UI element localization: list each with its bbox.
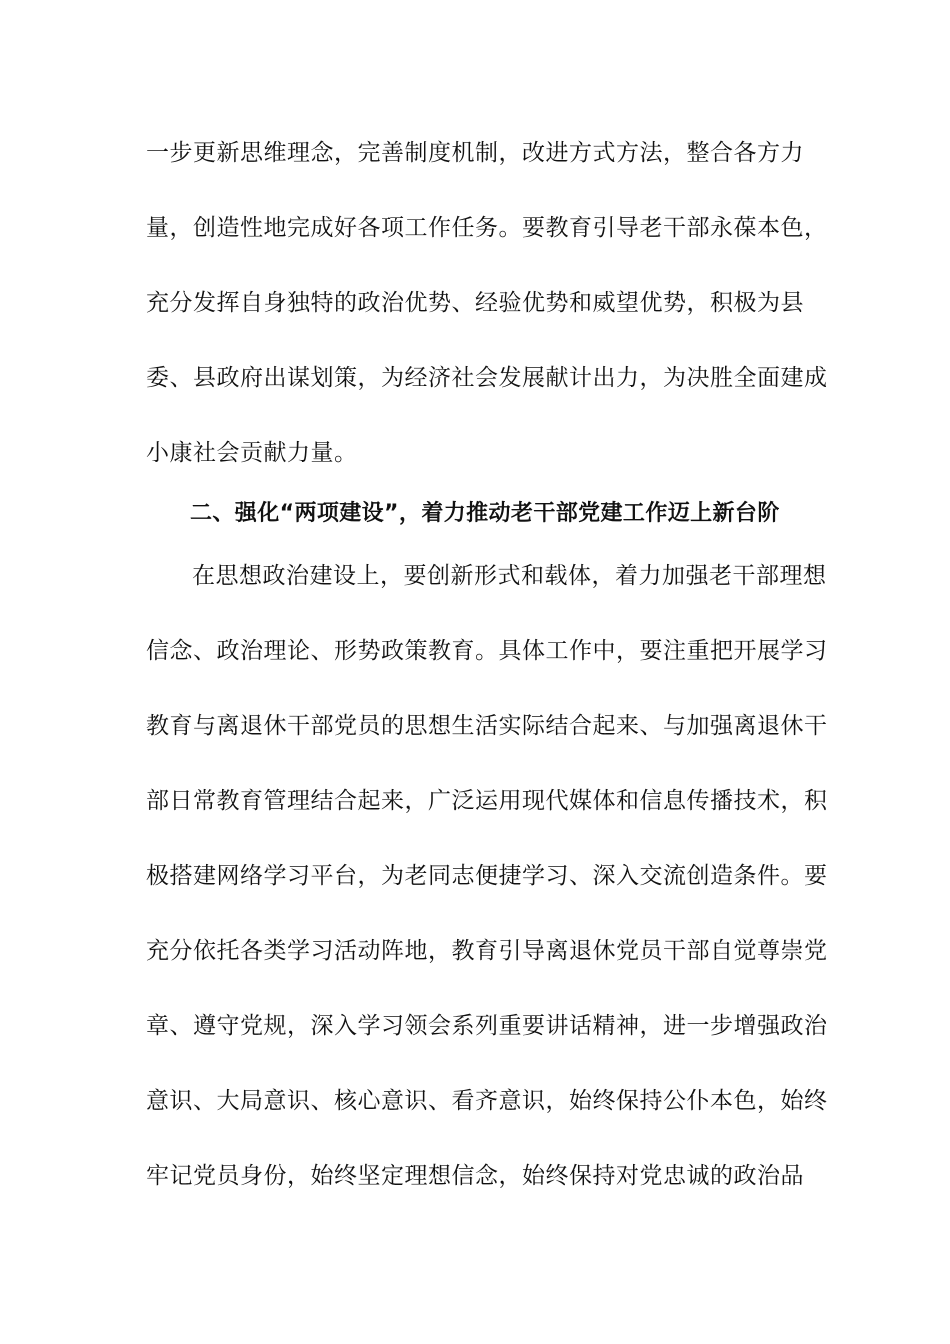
paragraph-line: 极搭建网络学习平台，为老同志便捷学习、深入交流创造条件。要 — [146, 863, 828, 889]
paragraph-line: 牢记党员身份，始终坚定理想信念，始终保持对党忠诚的政治品 — [146, 1163, 804, 1189]
paragraph-line: 充分依托各类学习活动阵地，教育引导离退休党员干部自觉尊崇党 — [146, 938, 828, 964]
paragraph-line: 量，创造性地完成好各项工作任务。要教育引导老干部永葆本色， — [146, 215, 828, 241]
paragraph-line: 教育与离退休干部党员的思想生活实际结合起来、与加强离退休干 — [146, 713, 828, 739]
paragraph-line: 委、县政府出谋划策，为经济社会发展献计出力，为决胜全面建成 — [146, 365, 828, 391]
paragraph-line: 意识、大局意识、核心意识、看齐意识，始终保持公仆本色，始终 — [146, 1088, 828, 1114]
paragraph-line: 章、遵守党规，深入学习领会系列重要讲话精神，进一步增强政治 — [146, 1013, 828, 1039]
paragraph-line: 小康社会贡献力量。 — [146, 440, 358, 466]
paragraph-line: 充分发挥自身独特的政治优势、经验优势和威望优势，积极为县 — [146, 290, 804, 316]
paragraph-line: 部日常教育管理结合起来，广泛运用现代媒体和信息传播技术，积 — [146, 788, 828, 814]
paragraph-line: 在思想政治建设上，要创新形式和载体，着力加强老干部理想 — [192, 563, 827, 589]
paragraph-line: 信念、政治理论、形势政策教育。具体工作中，要注重把开展学习 — [146, 638, 828, 664]
paragraph-line: 一步更新思维理念，完善制度机制，改进方式方法，整合各方力 — [146, 140, 804, 166]
section-heading: 二、强化“两项建设”，着力推动老干部党建工作迈上新台阶 — [190, 501, 780, 526]
